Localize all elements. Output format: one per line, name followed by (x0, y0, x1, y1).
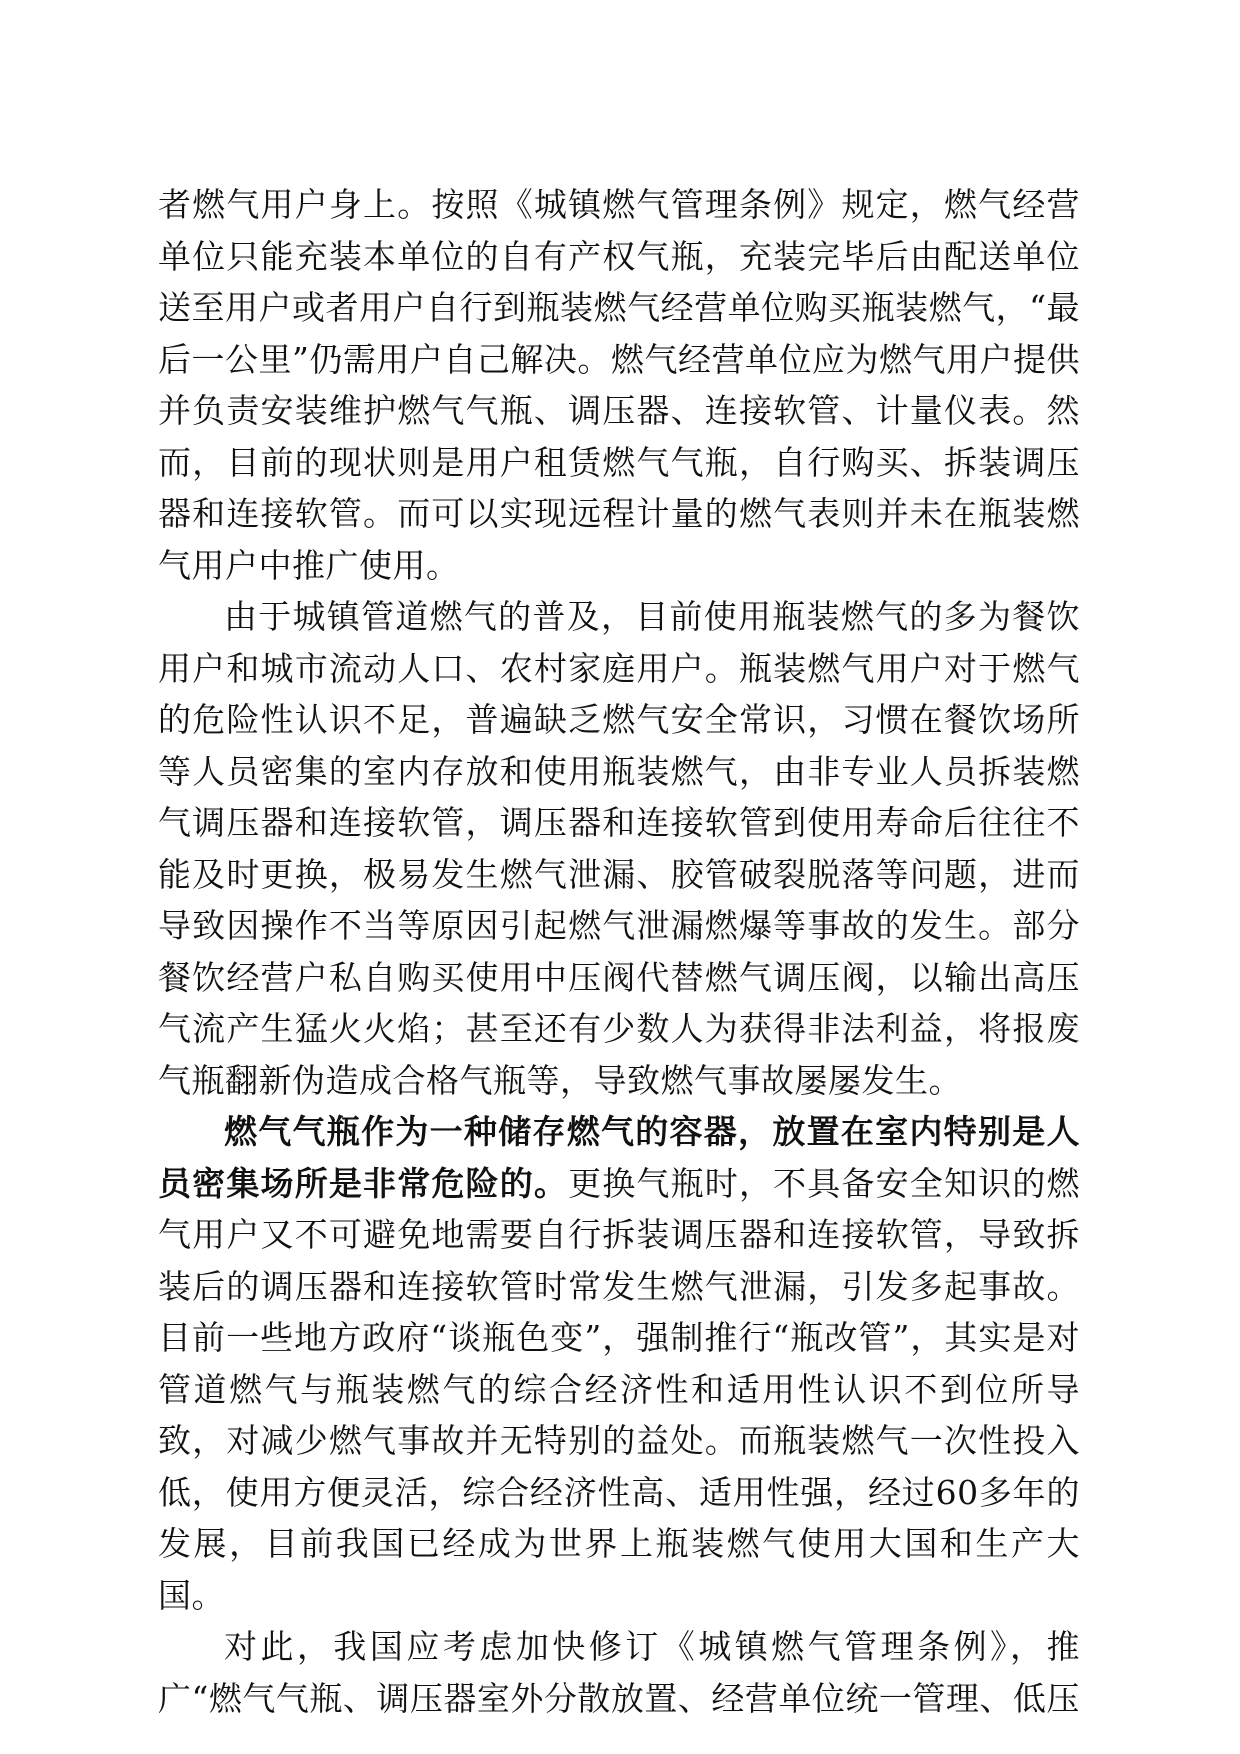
paragraph-1 (158, 179, 1080, 591)
paragraph-3 (158, 1106, 1080, 1621)
paragraph-text: 对此，我国应考虑加快修订《城镇燃气管理条例》，推广“燃气气瓶、调压器室外分散放置、经营单位统一管理、低压 (158, 1627, 1080, 1718)
document-body (158, 179, 1080, 1724)
paragraph-text: 者燃气用户身上。按照《城镇燃气管理条例》规定，燃气经营单位只能充装本单位的自有产权气瓶，充装完毕后由配送单位送至用户或者用户自行到瓶装燃气经营单位购买瓶装燃气，“最后一公里”仍需用户自己解决。燃气经营单位应为燃气用户提供并负责安装维护燃气气瓶、调压器、连接软管、计量仪表。然而，目前的现状则是用户租赁燃气气瓶，自行购买、拆装调压器和连接软管。而可以实现远程计量的燃气表则并未在瓶装燃气用户中推广使用。 (158, 185, 1080, 585)
paragraph-4 (158, 1621, 1080, 1724)
paragraph-bold-lead: 燃气气瓶作为一种储存燃气的容器，放置在室内特别是人员密集场所是非常危险的。 (158, 1112, 1080, 1203)
paragraph-text: 更换气瓶时，不具备安全知识的燃气用户又不可避免地需要自行拆装调压器和连接软管，导致拆装后的调压器和连接软管时常发生燃气泄漏，引发多起事故。目前一些地方政府“谈瓶色变”，强制推行“瓶改管”，其实是对管道燃气与瓶装燃气的综合经济性和适用性认识不到位所导致，对减少燃气事故并无特别的益处。而瓶装燃气一次性投入低，使用方便灵活，综合经济性高、适用性强，经过60多年的发展，目前我国已经成为世界上瓶装燃气使用大国和生产大国。 (158, 1163, 1081, 1615)
paragraph-text: 由于城镇管道燃气的普及，目前使用瓶装燃气的多为餐饮用户和城市流动人口、农村家庭用户。瓶装燃气用户对于燃气的危险性认识不足，普遍缺乏燃气安全常识，习惯在餐饮场所等人员密集的室内存放和使用瓶装燃气，由非专业人员拆装燃气调压器和连接软管，调压器和连接软管到使用寿命后往往不能及时更换，极易发生燃气泄漏、胶管破裂脱落等问题，进而导致因操作不当等原因引起燃气泄漏燃爆等事故的发生。部分餐饮经营户私自购买使用中压阀代替燃气调压阀，以输出高压气流产生猛火火焰；甚至还有少数人为获得非法利益，将报废气瓶翻新伪造成合格气瓶等，导致燃气事故屡屡发生。 (158, 597, 1080, 1100)
paragraph-2 (158, 591, 1080, 1106)
